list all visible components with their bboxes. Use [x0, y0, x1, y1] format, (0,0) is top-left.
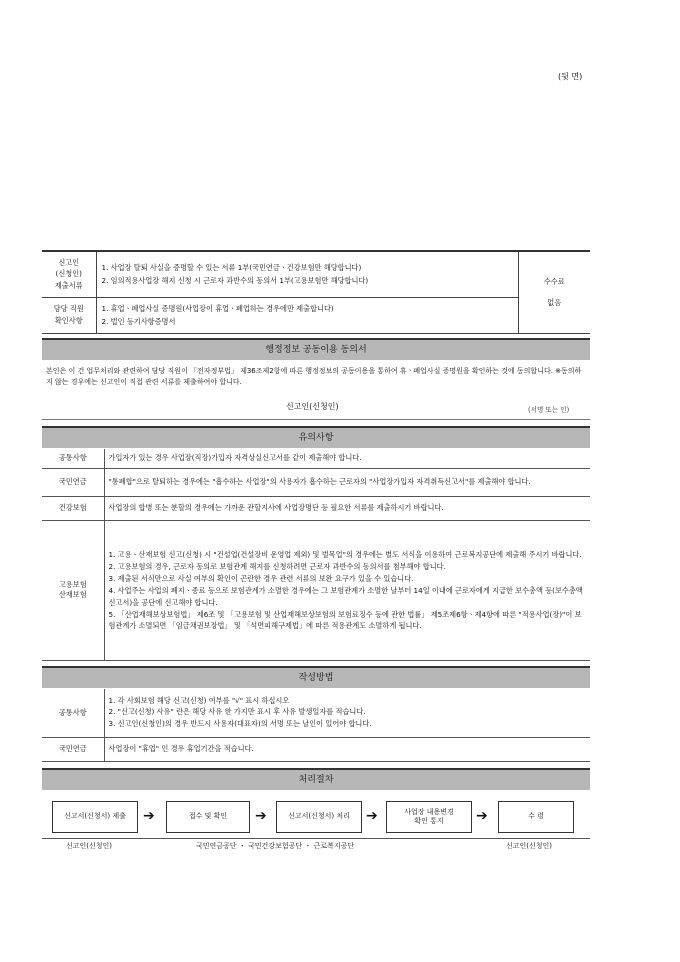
documents-items-applicant [96, 251, 518, 297]
notes-line: 4. 사업주는 사업의 폐지ㆍ종료 등으로 보험관계가 소멸한 경우에는 그 보험관계가 소멸한 날부터 14일 이내에 근로자에게 지급한 보수총액 등(보수총액신고서)을 공단에 신고해야 합니다. [108, 586, 583, 607]
notes-line: 2. 고용보험의 경우, 근로자 동의로 보험관계 해지를 신청하려면 근로자 과반수의 동의서를 첨부해야 합니다. [108, 562, 446, 572]
process-step: 수 령 [498, 801, 574, 833]
process-step: 사업장 내용변경 확인 통지 [386, 801, 472, 833]
notes-row [42, 468, 590, 496]
process-caption-right: 신고인(신청인) [506, 842, 553, 850]
arrow-right-icon: ➔ [143, 808, 155, 824]
method-line: 2. "신고(신청) 사유" 란은 해당 사유 한 가지만 표시 후 사유 발생일자를 적습니다. [108, 707, 366, 717]
notes-row [42, 449, 590, 468]
documents-table [42, 250, 590, 334]
method-title: 작성방법 [42, 666, 590, 688]
divider [42, 419, 590, 420]
documents-item: 2. 법인 등기사항증명서 [101, 316, 176, 326]
notes-row [42, 496, 590, 520]
process-step: 신고서(신청서) 제출 [52, 801, 138, 833]
process-step: 신고서(신청서) 처리 [276, 801, 362, 833]
method-table [42, 689, 590, 762]
notes-line: 1. 고용ㆍ산재보험 신고(신청) 시 "건설업(건설장비 운영업 제외) 및 벌목업"의 경우에는 별도 서식을 이용하여 근로복지공단에 제출해 주시기 바랍니다. [108, 549, 582, 559]
documents-item: 2. 임의적용사업장 해지 신청 시 근로자 과반수의 동의서 1부(고용보험만 해당합니다) [101, 275, 369, 285]
arrow-right-icon: ➔ [366, 808, 378, 824]
process-step: 접수 및 확인 [166, 801, 250, 833]
notes-text: 가입자가 있는 경우 사업장(직장)가입자 자격상실신고서를 같이 제출해야 합니다. [104, 449, 590, 468]
method-header: 국민연금 [42, 737, 104, 761]
process-flow [52, 801, 592, 833]
notes-text: 사업장의 합병 또는 분할의 경우에는 가까운 관할지사에 사업장명단 등 필요한 서류를 제출하시기 바랍니다. [104, 496, 590, 520]
documents-row-applicant [42, 251, 590, 297]
process-title: 처리절차 [42, 768, 590, 790]
method-row [42, 689, 590, 737]
signature-note: (서명 또는 인) [528, 406, 570, 414]
documents-item: 1. 사업장 탈퇴 사실을 증명할 수 있는 서류 1부(국민연금ㆍ건강보험만 해당합니다) [101, 263, 362, 273]
fee-cell [518, 251, 590, 333]
notes-header: 건강보험 [42, 496, 104, 520]
notes-line: 3. 제출된 서식만으로 사실 여부의 확인이 곤란한 경우 관련 서류의 보완 요구가 있을 수 있습니다. [108, 574, 414, 584]
notes-header: 공통사항 [42, 449, 104, 468]
documents-header-applicant: 신고인 (신청인) 제출서류 [42, 251, 96, 297]
notes-text: "통폐합"으로 탈퇴하는 경우에는 "흡수하는 사업장"의 사용자가 흡수하는 근로자의 "사업장가입자 자격취득신고서"를 제출해야 합니다. [104, 468, 590, 496]
method-text-block [104, 689, 590, 737]
notes-table [42, 449, 590, 661]
notes-header: 고용보험 산재보험 [42, 520, 104, 660]
consent-title: 행정정보 공동이용 동의서 [42, 338, 590, 360]
method-line: 3. 신고인(신청인)의 경우 반드시 사용자(대표자)의 서명 또는 날인이 있어야 합니다. [108, 719, 372, 729]
page-side-label: (뒷 면) [558, 72, 583, 81]
arrow-right-icon: ➔ [476, 808, 488, 824]
process-caption-left: 신고인(신청인) [66, 842, 113, 850]
notes-row [42, 520, 590, 660]
fee-value: 없음 [547, 298, 562, 308]
documents-items-staff [96, 297, 518, 333]
notes-title: 유의사항 [42, 426, 590, 448]
notes-header: 국민연금 [42, 468, 104, 496]
signer-label: 신고인(신청인) [286, 402, 339, 411]
documents-item: 1. 휴업ㆍ폐업사실 증명원(사업장이 휴업ㆍ폐업하는 경우에만 제출합니다) [101, 303, 334, 313]
process-caption-middle: 국민연금공단 ・ 국민건강보험공단 ・ 근로복지공단 [196, 842, 355, 850]
divider [42, 838, 590, 839]
method-text: 사업장이 "휴업" 인 경우 휴업기간을 적습니다. [104, 737, 590, 761]
fee-label: 수수료 [543, 276, 565, 286]
documents-row-staff [42, 297, 590, 333]
notes-line: 5. 「산업재해보상보험법」 제6조 및 「고용보험 및 산업재해보상보험의 보험료징수 등에 관한 법률」 제5조제6항ㆍ제4항에 따른 "적용사업(장)"이 보험관계가 소멸되면 「임금채권보장법」 및 「석면피해구제법」에 따른 적용관계도 소멸하게 됩니다. [108, 609, 582, 630]
arrow-right-icon: ➔ [255, 808, 267, 824]
notes-text-block [104, 520, 590, 660]
consent-text: 본인은 이 건 업무처리와 관련하여 담당 직원이 「전자정부법」 제36조제2항에 따른 행정정보의 공동이용을 통하여 휴ㆍ폐업사실 증명원을 확인하는 것에 동의합니다. ※동의하지 않는 경우에는 신고인이 직접 관련 서류를 제출하여야 합니다. [46, 367, 582, 387]
method-row [42, 737, 590, 761]
method-line: 1. 각 사회보험 해당 신고(신청) 여부를 "√" 표시 하십시오 [108, 695, 290, 705]
method-header: 공통사항 [42, 689, 104, 737]
documents-header-staff: 담당 직원 확인사항 [42, 297, 96, 333]
